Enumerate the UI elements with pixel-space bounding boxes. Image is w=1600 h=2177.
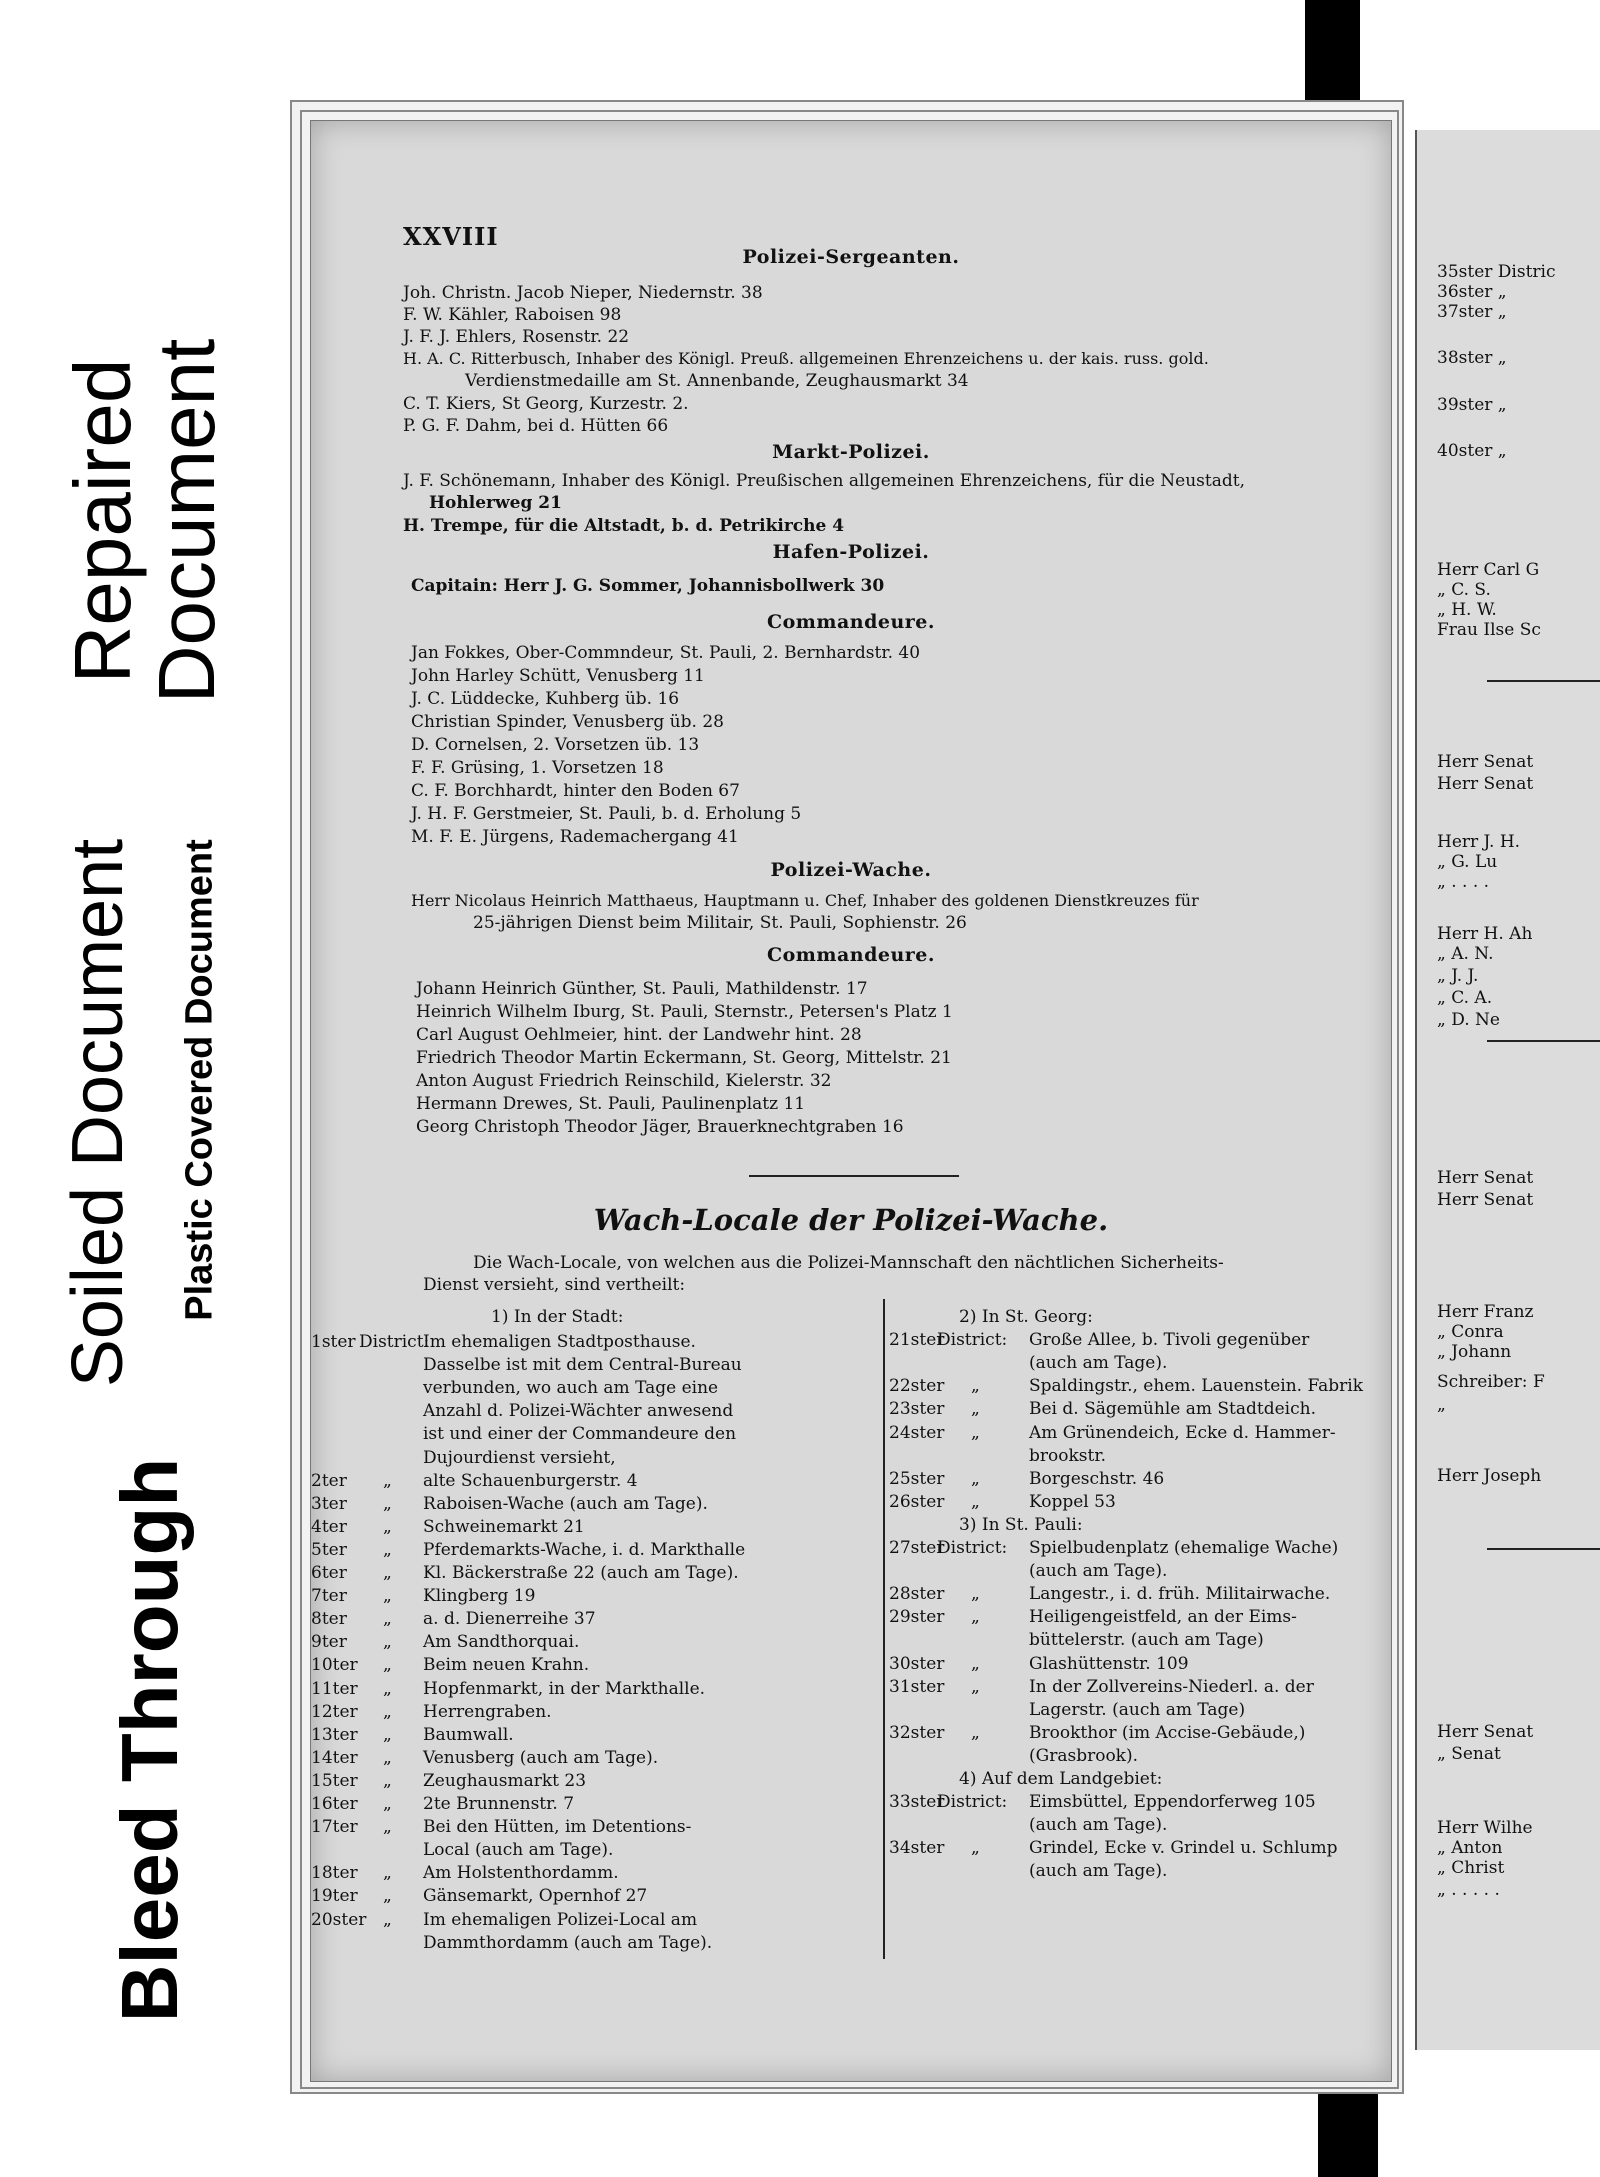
heading-markt-polizei: Markt-Polizei.: [772, 441, 930, 463]
facing-page-line: „ D. Ne: [1437, 1010, 1500, 1030]
facing-page-line: „ A. N.: [1437, 944, 1494, 964]
facing-page-line: 40ster „: [1437, 441, 1507, 461]
district-location: (auch am Tage).: [1029, 1561, 1168, 1582]
facing-page-line: Herr Carl G: [1437, 560, 1540, 580]
page-number: XXVIII: [403, 222, 499, 251]
intro-line: Dienst versieht, sind vertheilt:: [423, 1275, 686, 1295]
district-number: 26ster: [889, 1491, 945, 1512]
text-line: Carl August Oehlmeier, hint. der Landwehr hint. 28: [416, 1025, 862, 1045]
district-number: 29ster: [889, 1607, 945, 1628]
district-location: Local (auch am Tage).: [423, 1840, 614, 1861]
district-number: 14ter: [311, 1747, 358, 1768]
district-label: „: [383, 1586, 392, 1607]
district-label: „: [383, 1794, 392, 1814]
facing-page-rule: [1487, 1040, 1600, 1042]
text-line: M. F. E. Jürgens, Rademachergang 41: [411, 827, 739, 847]
district-label: „: [971, 1653, 980, 1674]
district-label: District:: [937, 1792, 1008, 1813]
heading-polizei-sergeanten: Polizei-Sergeanten.: [742, 246, 960, 268]
district-location: Dujourdienst versieht,: [423, 1447, 616, 1468]
district-label: „: [383, 1747, 392, 1768]
district-number: 9ter: [311, 1632, 347, 1653]
text-line: H. A. C. Ritterbusch, Inhaber des Königl. Preuß. allgemeinen Ehrenzeichens u. der kais. russ. gold.: [403, 349, 1209, 368]
repaired-line2: Document: [142, 338, 231, 704]
district-location: Pferdemarkts-Wache, i. d. Markthalle: [423, 1539, 746, 1560]
district-number: 2ter: [311, 1470, 347, 1491]
facing-page-line: Frau Ilse Sc: [1437, 620, 1541, 640]
district-location: Raboisen-Wache (auch am Tage).: [423, 1493, 708, 1514]
district-location: Am Sandthorquai.: [423, 1632, 580, 1653]
district-label: „: [971, 1607, 980, 1628]
text-line: J. F. Schönemann, Inhaber des Königl. Preußischen allgemeinen Ehrenzeichens, für die Neustadt,: [403, 471, 1245, 491]
text-line: F. W. Kähler, Raboisen 98: [403, 305, 622, 325]
district-location: Venusberg (auch am Tage).: [423, 1747, 659, 1768]
district-location: Am Grünendeich, Ecke d. Hammer-: [1029, 1422, 1336, 1443]
district-label: „: [971, 1422, 980, 1443]
district-location: Bei den Hütten, im Detentions-: [423, 1817, 692, 1838]
district-location: Zeughausmarkt 23: [423, 1770, 587, 1791]
facing-page-line: Herr Joseph: [1437, 1466, 1542, 1486]
soiled-document-label: Soiled Document: [40, 820, 155, 1405]
text-line: C. T. Kiers, St Georg, Kurzestr. 2.: [403, 394, 689, 414]
text-line: Hohlerweg 21: [429, 493, 562, 513]
district-label: „: [383, 1817, 392, 1838]
district-number: 34ster: [889, 1838, 945, 1859]
facing-page-line: „ Senat: [1437, 1744, 1501, 1764]
district-label: District:: [937, 1538, 1008, 1558]
district-location: Große Allee, b. Tivoli gegenüber: [1029, 1330, 1310, 1351]
divider-rule: [749, 1175, 959, 1177]
district-number: 17ter: [311, 1817, 358, 1838]
district-location: Dasselbe ist mit dem Central-Bureau: [423, 1355, 742, 1376]
facing-page-line: Herr Franz: [1437, 1302, 1534, 1322]
heading-commandeure-2: Commandeure.: [766, 944, 936, 966]
district-location: Beim neuen Krahn.: [423, 1655, 590, 1676]
text-line: Verdienstmedaille am St. Annenbande, Zeughausmarkt 34: [465, 371, 969, 391]
facing-page-line: „ C. A.: [1437, 988, 1493, 1008]
right-column-heading: 3) In St. Pauli:: [959, 1514, 1083, 1535]
district-location: Dammthordamm (auch am Tage).: [423, 1932, 713, 1953]
facing-page-line: 39ster „: [1437, 395, 1507, 415]
district-label: „: [383, 1886, 392, 1907]
district-label: „: [383, 1678, 392, 1699]
district-location: Langestr., i. d. früh. Militairwache.: [1029, 1584, 1331, 1605]
district-label: „: [383, 1609, 392, 1630]
facing-page-line: „: [1437, 1395, 1446, 1415]
district-number: 19ter: [311, 1886, 358, 1907]
district-location: (auch am Tage).: [1029, 1353, 1168, 1374]
text-line: H. Trempe, für die Altstadt, b. d. Petrikirche 4: [403, 516, 845, 536]
facing-page-line: Herr H. Ah: [1437, 924, 1533, 944]
district-number: 13ter: [311, 1724, 358, 1745]
district-location: a. d. Dienerreihe 37: [423, 1609, 596, 1630]
district-number: 7ter: [311, 1586, 347, 1607]
district-location: Bei d. Sägemühle am Stadtdeich.: [1029, 1399, 1316, 1420]
district-label: „: [383, 1770, 392, 1791]
facing-page-line: Schreiber: F: [1437, 1372, 1545, 1392]
district-location: Kl. Bäckerstraße 22 (auch am Tage).: [423, 1563, 739, 1583]
facing-page-line: „ Johann: [1437, 1342, 1512, 1362]
facing-page-line: Herr Senat: [1437, 774, 1534, 794]
district-number: 8ter: [311, 1609, 347, 1630]
district-number: 12ter: [311, 1701, 358, 1722]
text-line: C. F. Borchhardt, hinter den Boden 67: [411, 781, 740, 801]
district-number: 15ter: [311, 1770, 358, 1791]
district-number: 24ster: [889, 1422, 945, 1443]
district-location: Anzahl d. Polizei-Wächter anwesend: [423, 1401, 734, 1422]
facing-page-line: „ . . . .: [1437, 872, 1490, 892]
district-location: Koppel 53: [1029, 1491, 1116, 1512]
facing-page-line: „ Conra: [1437, 1322, 1504, 1342]
district-label: „: [383, 1470, 392, 1491]
text-line: Christian Spinder, Venusberg üb. 28: [411, 712, 724, 732]
district-location: Gänsemarkt, Opernhof 27: [423, 1886, 648, 1907]
district-number: 6ter: [311, 1563, 347, 1583]
district-location: Spaldingstr., ehem. Lauenstein. Fabrik: [1029, 1376, 1363, 1397]
district-label: „: [971, 1399, 980, 1420]
district-label: „: [971, 1722, 980, 1743]
text-line: Anton August Friedrich Reinschild, Kielerstr. 32: [416, 1071, 832, 1091]
document-page: [310, 120, 1392, 2082]
district-location: Borgeschstr. 46: [1029, 1468, 1165, 1489]
district-number: 4ter: [311, 1516, 347, 1537]
facing-page-rule: [1487, 1548, 1600, 1550]
facing-page-line: Herr Senat: [1437, 1168, 1534, 1188]
intro-line: Die Wach-Locale, von welchen aus die Polizei-Mannschaft den nächtlichen Sicherheits-: [473, 1253, 1224, 1273]
text-line: Heinrich Wilhelm Iburg, St. Pauli, Sternstr., Petersen's Platz 1: [416, 1002, 953, 1022]
district-location: In der Zollvereins-Niederl. a. der: [1029, 1676, 1314, 1697]
district-label: „: [383, 1632, 392, 1653]
district-location: Schweinemarkt 21: [423, 1516, 585, 1537]
facing-page-line: „ J. J.: [1437, 966, 1479, 986]
facing-page-line: 38ster „: [1437, 348, 1507, 368]
facing-page-line: „ C. S.: [1437, 580, 1491, 600]
district-number: 31ster: [889, 1676, 945, 1697]
district-label: „: [383, 1516, 392, 1537]
district-label: „: [383, 1863, 392, 1884]
heading-hafen-polizei: Hafen-Polizei.: [772, 541, 930, 563]
district-label: District:: [937, 1330, 1008, 1351]
text-line: J. C. Lüddecke, Kuhberg üb. 16: [411, 689, 680, 709]
district-location: verbunden, wo auch am Tage eine: [423, 1378, 719, 1399]
district-location: Klingberg 19: [423, 1586, 536, 1607]
district-label: „: [971, 1491, 980, 1512]
district-location: Im ehemaligen Polizei-Local am: [423, 1909, 698, 1930]
district-location: Heiligengeistfeld, an der Eims-: [1029, 1607, 1297, 1628]
facing-page-line: „ Christ: [1437, 1858, 1505, 1878]
district-number: 33ster: [889, 1792, 945, 1813]
text-line: D. Cornelsen, 2. Vorsetzen üb. 13: [411, 735, 700, 755]
text-line: P. G. F. Dahm, bei d. Hütten 66: [403, 416, 669, 436]
district-label: „: [971, 1676, 980, 1697]
text-line: 25-jährigen Dienst beim Militair, St. Pauli, Sophienstr. 26: [473, 913, 967, 933]
district-location: Hopfenmarkt, in der Markthalle.: [423, 1678, 706, 1699]
text-line: Hermann Drewes, St. Pauli, Paulinenplatz 11: [416, 1094, 806, 1114]
left-column-heading: 1) In der Stadt:: [491, 1307, 624, 1327]
text-line: Joh. Christn. Jacob Nieper, Niedernstr. 38: [403, 283, 763, 303]
district-label: District:: [359, 1332, 430, 1352]
district-location: büttelerstr. (auch am Tage): [1029, 1630, 1264, 1651]
facing-page-line: 36ster „: [1437, 282, 1507, 302]
text-line: Georg Christoph Theodor Jäger, Brauerknechtgraben 16: [416, 1117, 904, 1137]
district-location: brookstr.: [1029, 1445, 1106, 1466]
district-location: Am Holstenthordamm.: [423, 1863, 619, 1884]
facing-page-line: „ . . . . .: [1437, 1880, 1500, 1900]
facing-page-rule: [1487, 680, 1600, 682]
district-location: (Grasbrook).: [1029, 1745, 1139, 1766]
district-location: Grindel, Ecke v. Grindel u. Schlump: [1029, 1838, 1338, 1859]
district-label: „: [971, 1584, 980, 1605]
district-number: 30ster: [889, 1653, 945, 1674]
district-location: Brookthor (im Accise-Gebäude,): [1029, 1722, 1306, 1743]
heading-polizei-wache: Polizei-Wache.: [770, 859, 932, 881]
district-number: 23ster: [889, 1399, 945, 1420]
facing-page-line: Herr Senat: [1437, 1190, 1534, 1210]
district-location: Eimsbüttel, Eppendorferweg 105: [1029, 1792, 1316, 1813]
district-label: „: [383, 1563, 392, 1583]
district-location: (auch am Tage).: [1029, 1861, 1168, 1882]
district-label: „: [383, 1909, 392, 1930]
district-label: „: [383, 1539, 392, 1560]
district-number: 28ster: [889, 1584, 945, 1605]
district-label: „: [971, 1838, 980, 1859]
text-line: Johann Heinrich Günther, St. Pauli, Mathildenstr. 17: [416, 979, 868, 999]
district-label: „: [971, 1468, 980, 1489]
facing-page-line: Herr J. H.: [1437, 832, 1521, 852]
text-line: F. F. Grüsing, 1. Vorsetzen 18: [411, 758, 664, 778]
text-line: Jan Fokkes, Ober-Commndeur, St. Pauli, 2. Bernhardstr. 40: [411, 643, 921, 663]
district-location: Glashüttenstr. 109: [1029, 1653, 1189, 1674]
district-number: 5ter: [311, 1539, 347, 1560]
district-label: „: [383, 1701, 392, 1722]
column-divider: [883, 1299, 885, 1959]
district-number: 18ter: [311, 1863, 358, 1884]
district-number: 21ster: [889, 1330, 945, 1351]
wach-locale-title: Wach-Locale der Polizei-Wache.: [593, 1203, 1109, 1237]
right-column-heading: 2) In St. Georg:: [959, 1307, 1093, 1327]
facing-page: [1415, 130, 1600, 2050]
repaired-line1: Repaired: [58, 358, 147, 684]
district-number: 16ter: [311, 1794, 358, 1814]
district-number: 25ster: [889, 1468, 945, 1489]
district-label: „: [383, 1724, 392, 1745]
heading-commandeure-1: Commandeure.: [766, 611, 936, 633]
text-line: J. F. J. Ehlers, Rosenstr. 22: [403, 327, 630, 347]
district-location: Lagerstr. (auch am Tage): [1029, 1699, 1246, 1720]
district-location: Im ehemaligen Stadtposthause.: [423, 1332, 696, 1352]
district-number: 20ster: [311, 1909, 367, 1930]
facing-page-line: „ G. Lu: [1437, 852, 1498, 872]
facing-page-line: 35ster Distric: [1437, 262, 1556, 282]
district-location: Baumwall.: [423, 1724, 514, 1745]
district-number: 32ster: [889, 1722, 945, 1743]
right-column-heading: 4) Auf dem Landgebiet:: [959, 1769, 1163, 1789]
district-location: Spielbudenplatz (ehemalige Wache): [1029, 1538, 1339, 1558]
district-label: „: [971, 1376, 980, 1397]
facing-page-line: „ Anton: [1437, 1838, 1503, 1858]
facing-page-line: „ H. W.: [1437, 600, 1497, 620]
district-number: 3ter: [311, 1493, 347, 1514]
district-number: 11ter: [311, 1678, 358, 1699]
district-location: 2te Brunnenstr. 7: [423, 1794, 575, 1814]
facing-page-line: Herr Wilhe: [1437, 1818, 1533, 1838]
district-location: (auch am Tage).: [1029, 1815, 1168, 1836]
facing-page-line: 37ster „: [1437, 302, 1507, 322]
repaired-document-label: [50, 286, 240, 756]
plastic-covered-document-label: Plastic Covered Document: [160, 780, 240, 1380]
district-label: „: [383, 1655, 392, 1676]
facing-page-line: Herr Senat: [1437, 1722, 1534, 1742]
district-label: „: [383, 1493, 392, 1514]
district-number: 27ster: [889, 1538, 945, 1558]
text-line: John Harley Schütt, Venusberg 11: [411, 666, 705, 686]
bleed-through-label: Bleed Through: [90, 1440, 210, 2040]
text-line: Herr Nicolaus Heinrich Matthaeus, Hauptmann u. Chef, Inhaber des goldenen Dienstkreuzes für: [411, 891, 1199, 910]
text-line: J. H. F. Gerstmeier, St. Pauli, b. d. Erholung 5: [411, 804, 802, 824]
district-location: Herrengraben.: [423, 1701, 552, 1722]
district-location: ist und einer der Commandeure den: [423, 1424, 737, 1445]
district-number: 1ster: [311, 1332, 356, 1352]
text-line: Friedrich Theodor Martin Eckermann, St. Georg, Mittelstr. 21: [416, 1048, 952, 1068]
text-line: Capitain: Herr J. G. Sommer, Johannisbollwerk 30: [411, 576, 885, 596]
district-location: alte Schauenburgerstr. 4: [423, 1470, 638, 1491]
district-number: 10ter: [311, 1655, 358, 1676]
district-number: 22ster: [889, 1376, 945, 1397]
facing-page-line: Herr Senat: [1437, 752, 1534, 772]
